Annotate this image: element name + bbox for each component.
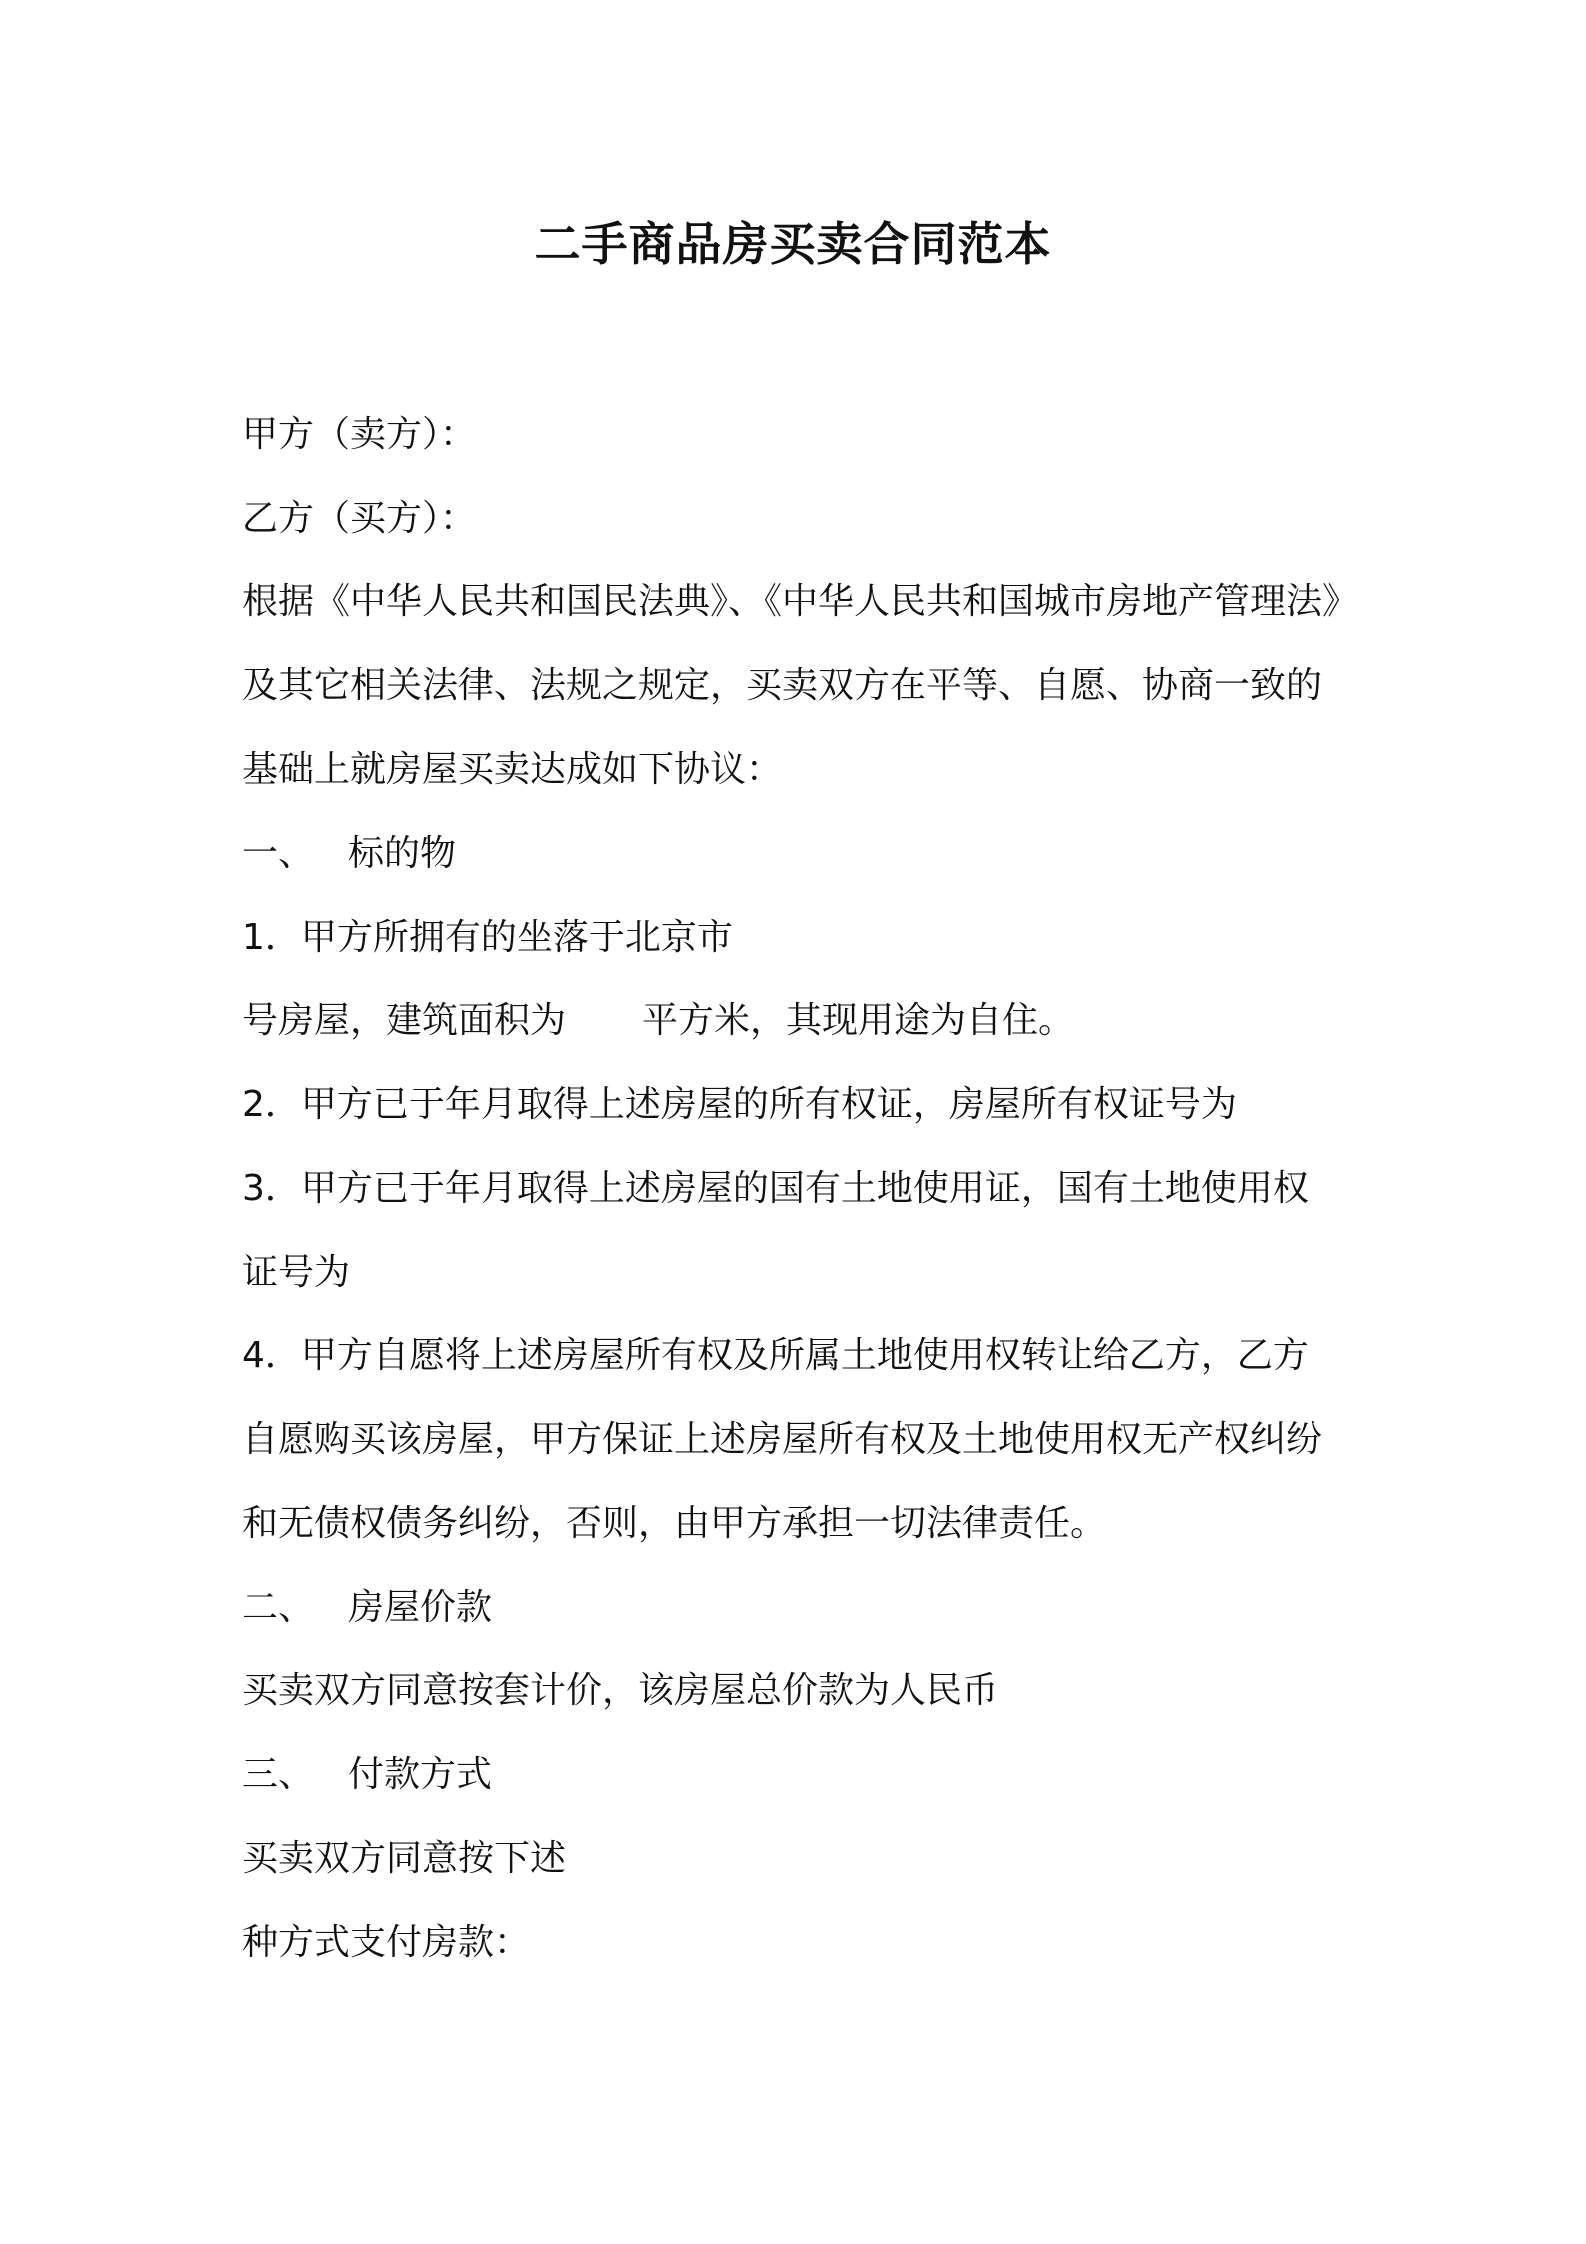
section-number: 三、 bbox=[242, 1754, 315, 1795]
clause-1-end: 平方米，其现用途为自住。 bbox=[642, 1000, 1075, 1041]
clause-1-line-1: 1．甲方所拥有的坐落于北京市 bbox=[242, 917, 733, 958]
payment-line-2: 种方式支付房款： bbox=[242, 1922, 531, 1963]
document-title: 二手商品房买卖合同范本 bbox=[534, 217, 1052, 271]
section-heading-1 bbox=[242, 829, 456, 879]
party-a-line: 甲方（卖方）： bbox=[242, 414, 477, 455]
preamble-line-2: 及其它相关法律、法规之规定，买卖双方在平等、自愿、协商一致的 bbox=[242, 665, 1323, 706]
preamble-line-1: 根据《中华人民共和国民法典》、《中华人民共和国城市房地产管理法》 bbox=[242, 581, 1359, 622]
clause-4-line-2: 自愿购买该房屋，甲方保证上述房屋所有权及土地使用权无产权纠纷 bbox=[242, 1419, 1323, 1460]
clause-4-line-1: 4．甲方自愿将上述房屋所有权及所属土地使用权转让给乙方，乙方 bbox=[242, 1335, 1309, 1376]
payment-line-1: 买卖双方同意按下述 bbox=[242, 1838, 567, 1879]
clause-3-line-2: 证号为 bbox=[242, 1252, 351, 1293]
section-title: 房屋价款 bbox=[348, 1587, 493, 1628]
clause-2-line: 2．甲方已于年月取得上述房屋的所有权证，房屋所有权证号为 bbox=[242, 1084, 1237, 1125]
section-number: 一、 bbox=[242, 833, 315, 874]
clause-1-start: 号房屋，建筑面积为 bbox=[242, 1000, 567, 1041]
clause-3-line-1: 3．甲方已于年月取得上述房屋的国有土地使用证，国有土地使用权 bbox=[242, 1168, 1309, 1209]
section-title: 付款方式 bbox=[348, 1754, 493, 1795]
clause-1-line-2 bbox=[242, 996, 1074, 1046]
clause-4-line-3: 和无债权债务纠纷，否则，由甲方承担一切法律责任。 bbox=[242, 1503, 1107, 1544]
price-line: 买卖双方同意按套计价，该房屋总价款为人民币 bbox=[242, 1670, 999, 1711]
section-heading-2 bbox=[242, 1583, 492, 1633]
section-heading-3 bbox=[242, 1750, 492, 1800]
section-title: 标的物 bbox=[348, 833, 457, 874]
section-number: 二、 bbox=[242, 1587, 315, 1628]
party-b-line: 乙方（买方）： bbox=[242, 498, 477, 539]
preamble-line-3: 基础上就房屋买卖达成如下协议： bbox=[242, 749, 783, 790]
